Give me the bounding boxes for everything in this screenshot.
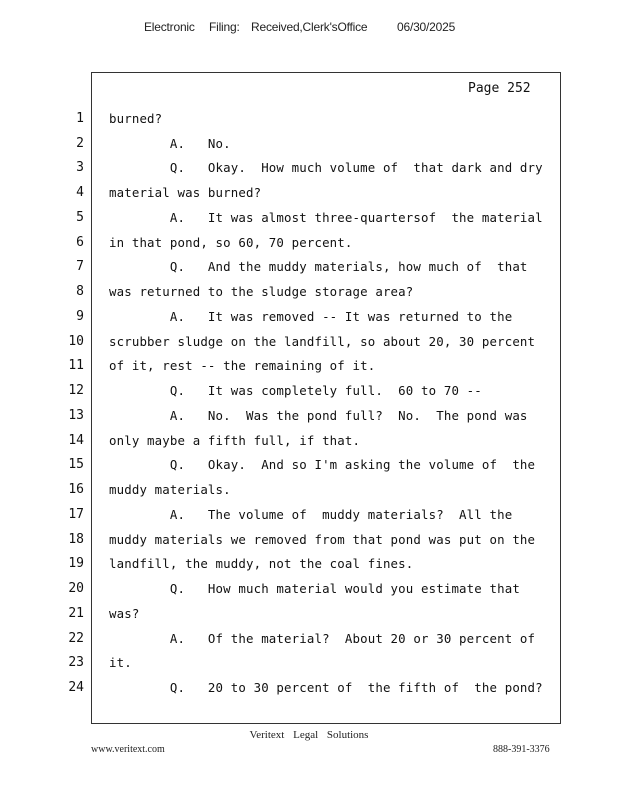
header-electronic: Electronic [144,20,195,34]
line-number: 1 [76,111,84,126]
line-number: 6 [76,235,84,250]
line-number: 17 [68,507,84,522]
filing-header [0,20,618,38]
header-received: Received,Clerk'sOffice [251,20,368,34]
transcript-line: muddy materials. [109,482,231,497]
line-number: 11 [68,358,84,373]
transcript-line: it. [109,655,132,670]
line-number: 21 [68,606,84,621]
transcript-line: Q. Okay. How much volume of that dark and dry [109,160,543,175]
line-number: 19 [68,556,84,571]
transcript-line: scrubber sludge on the landfill, so about 20, 30 percent [109,334,536,349]
transcript-line: in that pond, so 60, 70 percent. [109,235,353,250]
line-number: 22 [68,631,84,646]
transcript-line: Q. Okay. And so I'm asking the volume of the [109,457,536,472]
header-date: 06/30/2025 [397,20,456,34]
line-number: 24 [68,680,84,695]
line-number: 9 [76,309,84,324]
line-number: 20 [68,581,84,596]
transcript-line: Q. And the muddy materials, how much of that [109,259,528,274]
line-number: 5 [76,210,84,225]
transcript-line: burned? [109,111,163,126]
transcript-line: muddy materials we removed from that pond was put on the [109,532,536,547]
transcript-line: only maybe a fifth full, if that. [109,433,361,448]
line-number: 12 [68,383,84,398]
transcript-line: A. The volume of muddy materials? All the [109,507,513,522]
header-filing: Filing: [209,20,240,34]
transcript-line: A. It was almost three-quartersof the material [109,210,543,225]
line-number: 8 [76,284,84,299]
transcript-line: Q. It was completely full. 60 to 70 -- [109,383,482,398]
transcript-line: A. No. [109,136,231,151]
page-number: Page 252 [468,81,531,96]
footer-website: www.veritext.com [91,744,165,755]
footer-company: Veritext Legal Solutions [249,729,369,741]
line-number: 7 [76,259,84,274]
line-number: 2 [76,136,84,151]
line-number: 10 [68,334,84,349]
transcript-line: landfill, the muddy, not the coal fines. [109,556,414,571]
transcript-line: A. It was removed -- It was returned to the [109,309,513,324]
line-number: 23 [68,655,84,670]
transcript-line: was? [109,606,140,621]
transcript-line: A. Of the material? About 20 or 30 percent of [109,631,536,646]
line-number: 13 [68,408,84,423]
line-number: 15 [68,457,84,472]
line-number: 18 [68,532,84,547]
transcript-line: of it, rest -- the remaining of it. [109,358,376,373]
line-number: 4 [76,185,84,200]
transcript-line: Q. How much material would you estimate that [109,581,520,596]
footer-phone: 888-391-3376 [493,744,550,755]
line-number: 16 [68,482,84,497]
transcript-line: material was burned? [109,185,262,200]
transcript-line: Q. 20 to 30 percent of the fifth of the pond? [109,680,543,695]
line-number: 3 [76,160,84,175]
transcript-line: was returned to the sludge storage area? [109,284,414,299]
line-number: 14 [68,433,84,448]
transcript-line: A. No. Was the pond full? No. The pond was [109,408,528,423]
